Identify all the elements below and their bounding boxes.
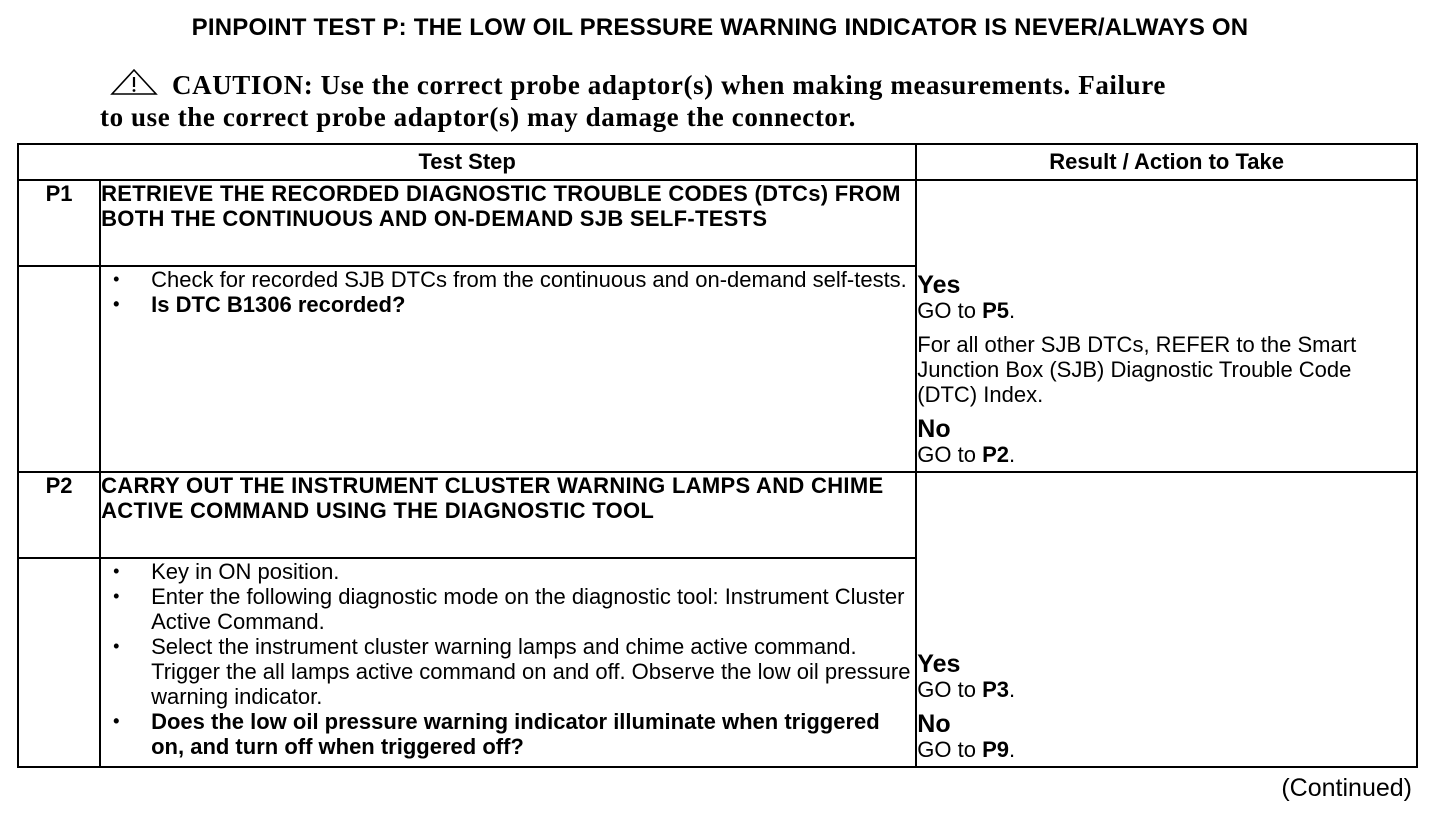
result-cell-p2 [916,472,1417,767]
no-action-p1: GO to P2. [917,442,1016,467]
result-cell-p1 [916,180,1417,472]
no-action-p2: GO to P9. [917,737,1016,762]
table-header-row [18,144,1417,180]
step-id-p2: P2 [18,472,100,558]
table-row [18,472,1417,558]
list-item: • Enter the following diagnostic mode on the diagnostic tool: Instrument Cluster Active Command. [101,584,915,634]
caution-notice [100,68,1320,133]
yes-label-p2: Yes [917,650,961,678]
list-item: • Does the low oil pressure warning indicator illuminate when triggered on, and turn off when triggered off? [101,709,915,759]
step-body-p1 [100,266,916,472]
step-body-p2 [100,558,916,767]
continued-label: (Continued) [1281,774,1412,802]
yes-label-p1: Yes [917,271,961,299]
caution-text-1: CAUTION: Use the correct probe adaptor(s) when making measurements. Failure [172,70,1166,100]
header-result-action: Result / Action to Take [916,144,1417,180]
step-id-p1: P1 [18,180,100,266]
no-label-p1: No [917,415,951,443]
page-title: PINPOINT TEST P: THE LOW OIL PRESSURE WARNING INDICATOR IS NEVER/ALWAYS ON [191,14,1249,41]
caution-line-2: to use the correct probe adaptor(s) may damage the connector. [100,102,856,132]
yes-action-p2: GO to P3. [917,677,1016,702]
list-item: • Key in ON position. [101,559,915,584]
yes-note-p1: For all other SJB DTCs, REFER to the Smart Junction Box (SJB) Diagnostic Trouble Code (DTC) Index. [917,332,1357,407]
no-label-p2: No [917,710,951,738]
header-test-step: Test Step [18,144,916,180]
step-heading-p1: RETRIEVE THE RECORDED DIAGNOSTIC TROUBLE CODES (DTCs) FROM BOTH THE CONTINUOUS AND ON-DEMAND SJB SELF-TESTS [100,180,916,266]
yes-action-p1: GO to P5. [917,298,1016,323]
step-heading-p2: CARRY OUT THE INSTRUMENT CLUSTER WARNING LAMPS AND CHIME ACTIVE COMMAND USING THE DIAGNOSTIC TOOL [100,472,916,558]
list-item: • Is DTC B1306 recorded? [101,292,915,317]
warning-triangle-icon [110,68,158,96]
caution-line-1 [100,68,1320,101]
table-row [18,180,1417,266]
list-item: • Select the instrument cluster warning lamps and chime active command. Trigger the all lamps active command on and off. Observe the low oil pressure warning indicator. [101,634,915,709]
pinpoint-test-table [17,143,1418,768]
list-item: • Check for recorded SJB DTCs from the continuous and on-demand self-tests. [101,267,915,292]
